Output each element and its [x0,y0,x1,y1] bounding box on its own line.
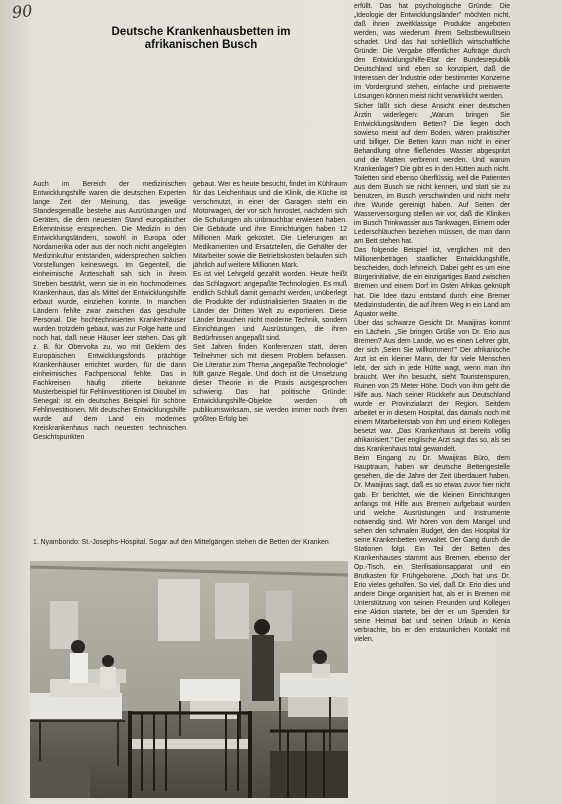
article-column-left: Auch im Bereich der medizinischen Entwicklungshilfe waren die deutschen Experten lange Zeit der Meinung, das jeweilige Standesgemäße bestehe aus Ausrüstungen und Geräten, die dem neuesten Stand europäischer Erkenntnisse entsprechen. Die Medizin in den Entwicklungsländern, sowohl in Europa oder Nordamerika oder aus der noch nicht angelegten Medizinkultur entstanden, widersprechen solchen Vorstellungen keineswegs. Im Gegenteil, die einheimische Ärzteschaft sah sich in ihrem Streben bestärkt, wenn sie in ein hochmodernes Krankenhaus, das als Mittel der Entwicklungshilfe erbaut wurde, einziehen konnte. In manchen Ländern fehlte zwar zwischen das geschulte Personal. Die hochtechnisierten Krankenhäuser wurden trotzdem gebaut, was zur Folge hatte und noch hat, daß neue Häuser leer stehen. Das gilt z. B. für Obervolta zu, wo mit Geldern des Europäischen Entwicklungsfonds prächtige Krankenhäuser errichtet wurden, für die dann einheimisches Fachpersonal fehlte. Das in Fachkreisen häufig zitierte bekannte Musterbeispiel für Fehlinvestitionen ist Dioubel im Senegal: ist ein deutsches Beispiel für schöne Fehlinvestitionen. Mit deutscher Entwicklungshilfe wurde auf dem Land ein modernes Kreiskrankenhaus nach neuesten technischen Gesichtspunkten [33,181,186,442]
photo-caption: 1. Nyambondo: St.-Josephs-Hospital. Sogar auf den Mittelgängen stehen die Betten der Kranken [33,539,329,546]
handwritten-page-number: 90 [11,0,34,23]
hospital-ward-photo [30,561,348,798]
article-column-right: erfüllt. Das hat psychologische Gründe: Die „Ideologie der Entwicklungsländer" möchten nicht, daß ihnen zweitklassige Produkte angeboten werden, was wiederum ihrem Selbstbewußtsein schadet. Und das hat schließlich wirtschaftliche Gründe: Die Vergabe öffentlicher Aufträge durch den Entwicklungshilfe-Etat der Bundesrepublik Deutschland sind eben so konzipiert, daß die Interessen der Industrie oder bestimmter Konzerne im Vordergrund stehen, einfache und preiswerte Lösungen können meist nicht verwirklicht werden. Sicher läßt sich diese Ansicht einer deutschen Ärztin widerlegen: „Warum bringen Sie Entwicklungsländern Betten? Die liegen doch sowieso meist auf dem Boden, wären praktischer und billiger. Die Betten kann man nicht in einer Behandlung ohne fließendes Wasser abgespritzt und die Matten verbrennt werden. Und warum Krankenlager? Die gibt es in den Hütten auch nicht. Toiletten sind ebenso überflüssig, weil die Patienten aus dem Busch sie nicht kennen, und statt sie zu benutzen, im Busch verschwinden und nicht mehr ihre Wunde gereinigt haben. Auf Seiten der Wasserversorgung stellen wir vor, daß die Kliniken im Busch Trinkwasser aus Tankwagen, Eimern oder Lederschläuchen beziehen müssen, die man dann am Bett stehen hat. Das folgende Beispiel ist, verglichen mit den Millionenbeträgen staatlicher Entwicklungshilfe, bescheiden, doch lehrreich. Dabei geht es um eine Bürgerinitiative, die ein einzigartiges Band zwischen Bremen und einem Dorf im Osten Afrikas geknüpft hat. Die Idee dazu entstand durch eine Bremer Medizinstudentin, die auf ihrem Weg in ein Land am Äquator weilte. Über das schwarze Gesicht Dr. Mwaijiras kommt ein Lächeln. „Sie bringen Grüße von Dr. Erio aus Bremen? Aus dem Lande, wo es einen Lehrer gibt, der sich ‚Seien Sie willkommen!'" Der afrikanische Arzt ist ein kleiner Mann, der für viele Menschen lebt, der sich in jede Hütte wagt, wenn man ihn braucht. Wer ihn besucht, sieht Touristenspuren, Ruinen von 25 Meter Höhe. Doch von ihm geht die Hilfe aus. Nach seiner Rückkehr aus Deutschland wurde er Provinzialarzt der Region. Seitdem arbeitet er in diesem Hospital, das damals noch mit einem Mitarbeiterstab von ihm und einem Kollegen besetzt war. „Das Krankenhaus ist bereits völlig afrikanisiert." Der englische Arzt sagt das so, als sei das Krankenhaus total gewandelt. Beim Eingang zu Dr. Mwaijiras Büro, dem Hauptraum, haben wir deutsche Bettengestelle gesehen, die die Jahre der Zeit überdauert haben. Dr. Mwaijiras sagt, daß es so etwas zuvor hier nicht gab. Er berichtet, wie die kleinen Einrichtungen anfangs mit Hilfe aus Bremen aufgebaut wurden und welche Ausrüstungen und Instrumente notwendig sind. Wir hören von dem Mangel und sehen den schmalen Budget, den das Hospital für seine Krankenbetten verwaltet. Der Gang durch die Stationen folgt. Ein Teil der Betten des Krankenhauses stammt aus Bremen, ebenso der Op.-Tisch, ein Sterilisationsapparat und ein Brutkasten für Frühgeborene. „Doch hat uns Dr. Erio vieles geholfen. So viel, daß Dr. Erio dies und andere Dinge organisiert hat, als er in Bremen mit Unterstützung von seinen Freunden und Kollegen eine Aktion startete, bei der er um Spenden für seine Heimat bat und seinen Urlaub in Kenia verbrachte, bis er den erstaunlichen Kontakt mit vielen. [354,3,510,644]
ward-illustration [30,561,348,798]
article-column-middle: gebaut. Wer es heute besucht, findet im Kühlraum für das Leichenhaus und die Klinik, die Küche ist verschmutzt, in einer der Garagen steht ein Motorwagen, der vor sich hinrostet, nachdem sich die Schulungen als unbrauchbar erwiesen haben. Die Gebäude und ihre Einrichtungen haben 12 Millionen Mark gekostet. Die Lieferungen an Medikamenten und Ersatzteilen, die Gehälter der Mitarbeiter sowie die Betriebskosten belaufen sich jährlich auf weitere Millionen Mark. Es ist viel Lehrgeld gezahlt worden. Heute heißt das Schlagwort: angepaßte Technologien. Es muß endlich Schluß damit gemacht werden, unüberlegt die Produkte der industrialisierten Staaten in die Länder der Dritten Welt zu exportieren. Diese Länder brauchen nicht moderne Technik, sondern Einrichtungen und Ausrüstungen, die ihren Bedürfnissen angepaßt sind. Seit Jahren finden Konferenzen statt, deren Teilnehmer sich mit diesem Problem befassen. Die Literatur zum Thema „angepaßte Technologie" füllt ganze Regale. Und doch ist die Umsetzung dieser Theorie in die Praxis ausgesprochen schwierig. Das hat politische Gründe: Entwicklungshilfe-Objekte werden oft publikumswirksam, sie werden immer noch ihren größten Erfolg bei [193,181,347,424]
article-title: Deutsche Krankenhausbetten im afrikanischen Busch [111,26,291,51]
